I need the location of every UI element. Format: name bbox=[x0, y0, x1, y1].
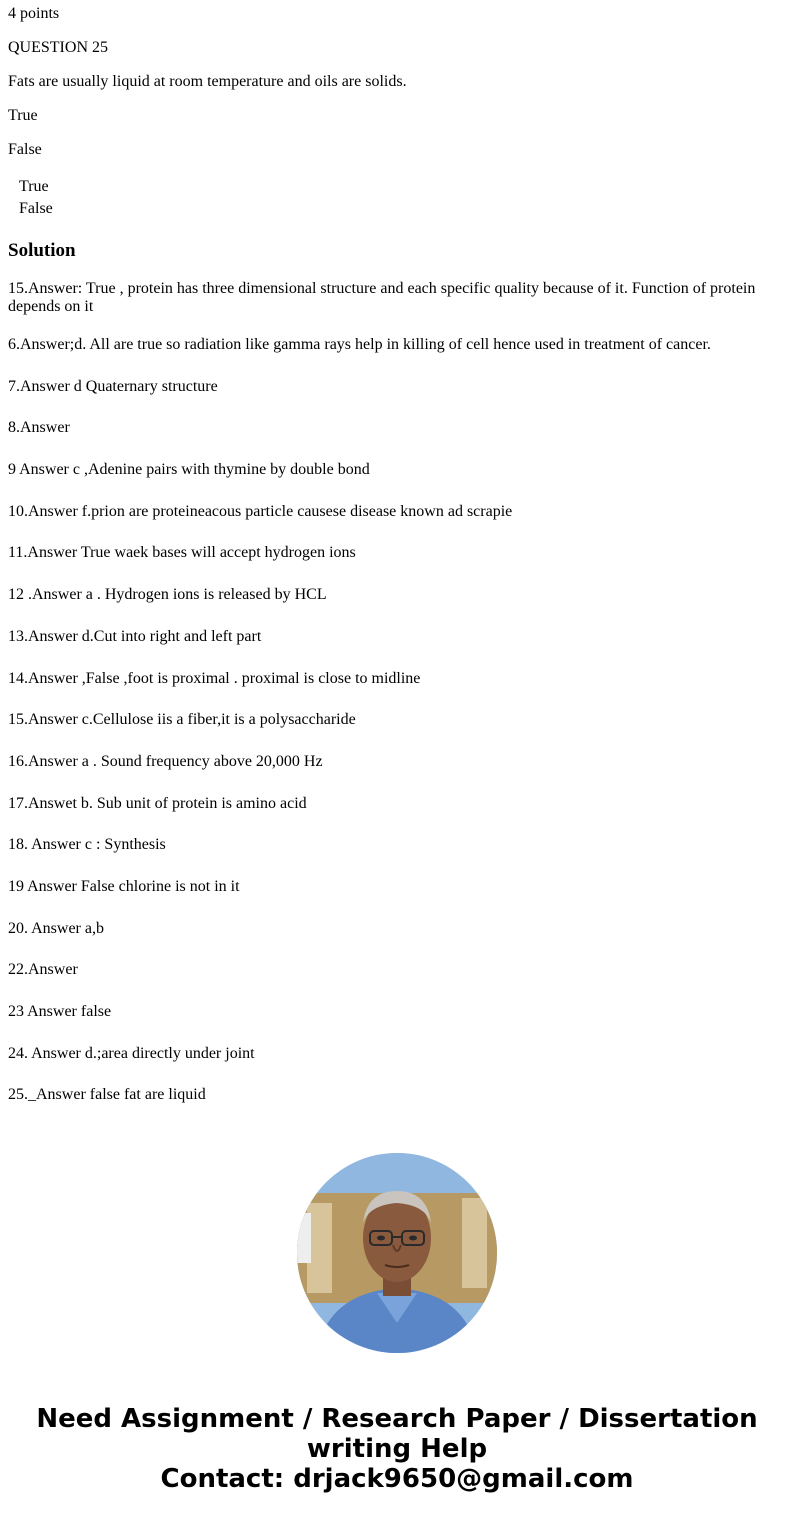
answer-item: 20. Answer a,b bbox=[8, 919, 104, 937]
question-text: Fats are usually liquid at room temperature and oils are solids. bbox=[8, 73, 407, 90]
option-text-true: True bbox=[8, 107, 38, 124]
radio-label-true[interactable]: True bbox=[19, 178, 49, 195]
answer-item: 12 .Answer a . Hydrogen ions is released by HCL bbox=[8, 586, 327, 604]
solution-heading: Solution bbox=[8, 240, 76, 261]
answer-item: 24. Answer d.;area directly under joint bbox=[8, 1044, 255, 1062]
answer-item: 19 Answer False chlorine is not in it bbox=[8, 877, 240, 895]
answer-radio-group bbox=[19, 178, 53, 222]
option-text-false: False bbox=[8, 141, 42, 158]
question-number: QUESTION 25 bbox=[8, 39, 108, 56]
answer-item: 9 Answer c ,Adenine pairs with thymine by double bond bbox=[8, 461, 370, 479]
answer-item: 6.Answer;d. All are true so radiation like gamma rays help in killing of cell hence used in treatment of cancer. bbox=[8, 336, 711, 353]
answer-item: 15.Answer: True , protein has three dimensional structure and each specific quality because of it. Function of protein depends on it bbox=[8, 280, 756, 315]
footer-line-1: Need Assignment / Research Paper / Dissertation bbox=[36, 1404, 758, 1434]
footer-contact bbox=[0, 1404, 794, 1494]
answer-item: 8.Answer bbox=[8, 419, 70, 437]
answer-item: 14.Answer ,False ,foot is proximal . proximal is close to midline bbox=[8, 669, 421, 687]
answer-item: 15.Answer c.Cellulose iis a fiber,it is a polysaccharide bbox=[8, 711, 356, 729]
answer-item: 11.Answer True waek bases will accept hydrogen ions bbox=[8, 544, 356, 562]
points-label: 4 points bbox=[8, 5, 60, 22]
answer-item: 10.Answer f.prion are proteineacous particle causese disease known ad scrapie bbox=[8, 502, 513, 520]
answer-item: 16.Answer a . Sound frequency above 20,000 Hz bbox=[8, 752, 323, 770]
answer-item: 18. Answer c : Synthesis bbox=[8, 836, 166, 854]
person-portrait-icon bbox=[297, 1153, 497, 1353]
footer-line-2: writing Help bbox=[306, 1434, 488, 1464]
radio-option-false[interactable] bbox=[19, 200, 53, 222]
answer-item: 13.Answer d.Cut into right and left part bbox=[8, 627, 262, 645]
answer-item: 7.Answer d Quaternary structure bbox=[8, 377, 218, 395]
answer-item: 22.Answer bbox=[8, 961, 78, 979]
answer-item: 25._Answer false fat are liquid bbox=[8, 1086, 206, 1104]
answer-list bbox=[8, 280, 778, 1128]
answer-item: 23 Answer false bbox=[8, 1003, 112, 1020]
footer-email[interactable]: Contact: drjack9650@gmail.com bbox=[160, 1464, 634, 1494]
radio-label-false[interactable]: False bbox=[19, 200, 53, 217]
answer-item: 17.Answet b. Sub unit of protein is amino acid bbox=[8, 794, 307, 812]
author-avatar bbox=[297, 1153, 497, 1353]
radio-option-true[interactable] bbox=[19, 178, 53, 200]
